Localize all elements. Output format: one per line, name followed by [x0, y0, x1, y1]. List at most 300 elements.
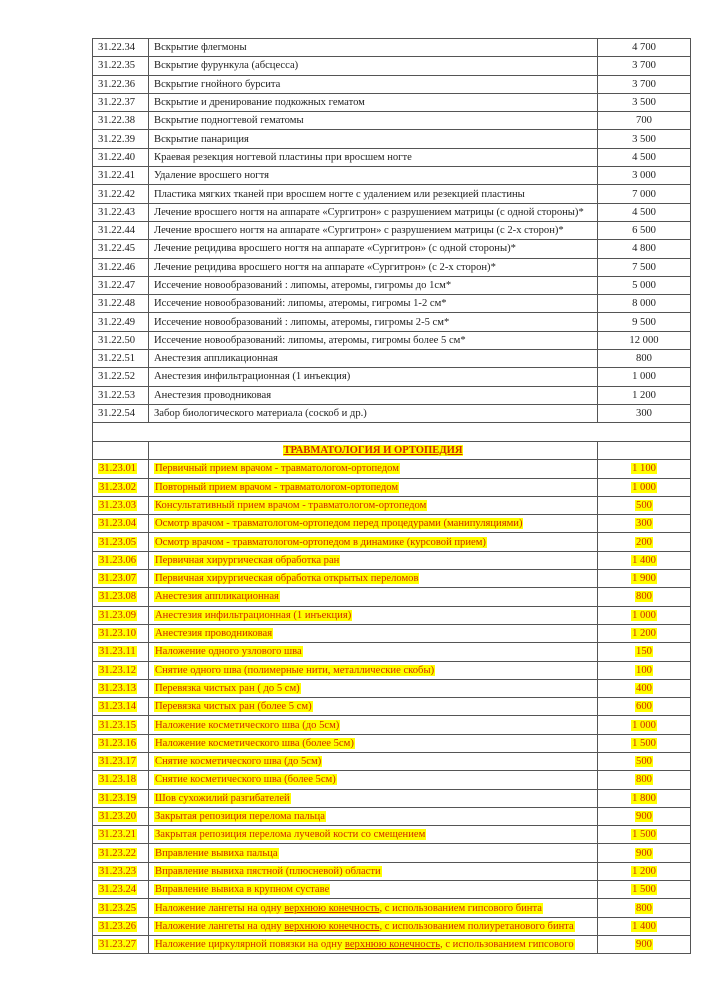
table-row	[93, 350, 691, 368]
table-row	[93, 240, 691, 258]
service-code-cell	[93, 75, 149, 93]
table-row	[93, 130, 691, 148]
service-code: 31.22.49	[98, 316, 136, 328]
section-price-empty-cell	[598, 441, 691, 460]
service-name: Краевая резекция ногтевой пластины при вросшем ногте	[154, 151, 412, 163]
service-price: 4 500	[632, 206, 656, 218]
service-name-cell	[149, 588, 598, 606]
service-name	[154, 939, 575, 950]
service-price-cell	[598, 679, 691, 697]
table-row	[93, 368, 691, 386]
service-price: 800	[636, 902, 652, 914]
service-name: Консультативный прием врачом - травматологом-ортопедом	[155, 499, 427, 511]
service-name: Снятие косметического шва (более 5см)	[155, 774, 336, 786]
service-price: 1 100	[632, 463, 656, 475]
service-name: Первичный прием врачом - травматологом-ортопедом	[155, 463, 399, 475]
service-code-cell	[93, 460, 149, 478]
service-name-cell	[149, 295, 598, 313]
service-price: 8 000	[632, 298, 656, 310]
service-code-cell	[93, 570, 149, 588]
service-code: 31.22.39	[98, 133, 136, 145]
service-name: Пластика мягких тканей при вросшем ногте с удалением или резекцией пластины	[154, 188, 525, 200]
service-code: 31.23.03	[99, 499, 137, 511]
service-name: Повторный прием врачом - травматологом-ортопедом	[155, 481, 399, 493]
service-name-cell	[149, 515, 598, 533]
service-code-cell	[93, 807, 149, 825]
table-row	[93, 533, 691, 551]
service-name-cell	[149, 752, 598, 770]
table-row	[93, 386, 691, 404]
section-title: ТРАВМАТОЛОГИЯ И ОРТОПЕДИЯ	[283, 444, 463, 456]
service-code: 31.23.25	[99, 902, 137, 914]
table-row	[93, 570, 691, 588]
service-code: 31.23.07	[99, 573, 137, 585]
service-code: 31.22.54	[98, 408, 136, 420]
table-row	[93, 148, 691, 166]
service-name-cell	[149, 862, 598, 880]
service-code: 31.22.34	[98, 42, 136, 54]
service-price-cell	[598, 386, 691, 404]
service-name: Иссечение новообразований: липомы, атеромы, гигромы 1-2 см*	[154, 298, 447, 310]
service-price: 900	[636, 939, 652, 951]
service-price-cell	[598, 167, 691, 185]
service-price: 800	[636, 591, 652, 603]
table-row	[93, 862, 691, 880]
service-name: Лечение рецидива вросшего ногтя на аппарате «Сургитрон» (с 2-х сторон)*	[154, 261, 496, 273]
service-code: 31.22.45	[98, 243, 136, 255]
service-price-cell	[598, 276, 691, 294]
service-price-cell	[598, 862, 691, 880]
service-code: 31.23.13	[99, 682, 137, 694]
service-code-cell	[93, 716, 149, 734]
service-price-cell	[598, 844, 691, 862]
service-name-part: Наложение лангеты на одну	[155, 902, 285, 914]
table-row	[93, 221, 691, 239]
service-name: Вскрытие гнойного бурсита	[154, 78, 281, 90]
table-row	[93, 295, 691, 313]
service-price: 1 000	[632, 371, 656, 383]
service-name: Лечение рецидива вросшего ногтя на аппарате «Сургитрон» (с одной стороны)*	[154, 243, 516, 255]
service-name: Иссечение новообразований : липомы, атеромы, гигромы до 1см*	[154, 280, 452, 291]
service-code: 31.23.01	[99, 463, 137, 475]
service-price-cell	[598, 112, 691, 130]
service-code: 31.23.11	[99, 646, 136, 658]
service-name-cell	[149, 478, 598, 496]
service-code-cell	[93, 752, 149, 770]
service-code-cell	[93, 551, 149, 569]
service-price-cell	[598, 39, 691, 57]
service-code-cell	[93, 935, 149, 953]
service-price: 900	[636, 847, 652, 859]
service-price: 500	[636, 499, 652, 511]
service-price-cell	[598, 643, 691, 661]
service-price: 1 000	[632, 719, 656, 731]
service-name-cell	[149, 533, 598, 551]
service-code: 31.23.21	[99, 829, 137, 841]
service-price-cell	[598, 899, 691, 917]
table-row	[93, 624, 691, 642]
service-name: Вправление вывиха пальца	[155, 847, 278, 859]
service-code-cell	[93, 917, 149, 935]
service-price-cell	[598, 258, 691, 276]
table-row	[93, 496, 691, 514]
service-price: 800	[636, 774, 652, 786]
service-price: 200	[636, 536, 652, 548]
service-price-cell	[598, 698, 691, 716]
service-code-cell	[93, 386, 149, 404]
service-name: Лечение вросшего ногтя на аппарате «Сургитрон» с разрушением матрицы (с 2-х сторон)*	[154, 225, 564, 237]
table-row	[93, 460, 691, 478]
service-name-cell	[149, 368, 598, 386]
service-price-cell	[598, 350, 691, 368]
service-price-cell	[598, 734, 691, 752]
service-code: 31.22.41	[98, 170, 136, 182]
service-code: 31.22.36	[98, 78, 136, 90]
service-price: 1 400	[632, 554, 656, 566]
service-price-cell	[598, 606, 691, 624]
service-name: Осмотр врачом - травматологом-ортопедом в динамике (курсовой прием)	[155, 536, 486, 548]
service-name-cell	[149, 606, 598, 624]
service-price: 4 500	[632, 151, 656, 163]
service-name-cell	[149, 661, 598, 679]
service-name: Первичная хирургическая обработка ран	[155, 554, 340, 566]
service-price-cell	[598, 240, 691, 258]
service-code: 31.22.50	[98, 334, 136, 346]
service-name: Вскрытие подногтевой гематомы	[154, 115, 304, 127]
service-price-cell	[598, 588, 691, 606]
service-price-cell	[598, 221, 691, 239]
service-name-cell	[149, 935, 598, 953]
service-name: Вскрытие фурункула (абсцесса)	[154, 60, 299, 72]
service-name-part: , с использованием гипсового бинта	[379, 902, 542, 914]
service-price: 1 400	[632, 920, 656, 932]
service-name-cell	[149, 221, 598, 239]
service-price: 700	[636, 115, 652, 127]
service-code: 31.23.14	[99, 701, 137, 713]
service-code: 31.23.04	[99, 518, 137, 530]
service-name-cell	[149, 807, 598, 825]
service-price: 600	[636, 701, 652, 713]
table-row	[93, 935, 691, 953]
service-price: 900	[636, 811, 652, 823]
table-row	[93, 57, 691, 75]
service-code-cell	[93, 478, 149, 496]
service-code: 31.22.37	[98, 97, 136, 109]
service-price-cell	[598, 771, 691, 789]
service-code-cell	[93, 734, 149, 752]
service-code: 31.22.51	[98, 353, 136, 365]
service-name-cell	[149, 240, 598, 258]
table-row	[93, 551, 691, 569]
service-code-cell	[93, 844, 149, 862]
service-price-cell	[598, 624, 691, 642]
service-code-cell	[93, 789, 149, 807]
service-code: 31.23.23	[99, 865, 137, 877]
service-code: 31.23.08	[99, 591, 137, 603]
service-price: 1 200	[632, 628, 656, 640]
service-code-cell	[93, 39, 149, 57]
table-row	[93, 752, 691, 770]
table-row	[93, 112, 691, 130]
service-code: 31.23.02	[99, 481, 137, 493]
service-name-cell	[149, 698, 598, 716]
service-price-cell	[598, 460, 691, 478]
service-code-cell	[93, 606, 149, 624]
service-name-cell	[149, 496, 598, 514]
service-price: 9 500	[632, 316, 656, 328]
service-price-cell	[598, 935, 691, 953]
service-code: 31.23.17	[99, 756, 137, 768]
service-price-cell	[598, 148, 691, 166]
service-name-cell	[149, 624, 598, 642]
service-name-cell	[149, 643, 598, 661]
service-name-cell	[149, 716, 598, 734]
table-row	[93, 807, 691, 825]
service-name-cell	[149, 276, 598, 294]
service-name-cell	[149, 789, 598, 807]
service-price: 3 700	[632, 78, 656, 90]
service-code: 31.23.15	[99, 719, 137, 731]
service-price-cell	[598, 478, 691, 496]
service-name-cell	[149, 881, 598, 899]
service-code: 31.22.48	[98, 298, 136, 310]
section-code-empty-cell	[93, 441, 149, 460]
service-price: 3 500	[632, 133, 656, 145]
service-price: 12 000	[629, 334, 659, 346]
service-code-cell	[93, 515, 149, 533]
service-code-cell	[93, 185, 149, 203]
service-name-cell	[149, 570, 598, 588]
service-name: Наложение косметического шва (более 5см)	[155, 737, 354, 749]
service-price-cell	[598, 75, 691, 93]
service-name: Вскрытие флегмоны	[154, 42, 247, 54]
service-code-cell	[93, 771, 149, 789]
service-code-cell	[93, 203, 149, 221]
service-code: 31.22.44	[98, 225, 136, 237]
service-code-cell	[93, 112, 149, 130]
service-code: 31.23.22	[99, 847, 137, 859]
service-name-cell	[149, 185, 598, 203]
service-price: 7 500	[632, 261, 656, 273]
service-code: 31.22.35	[98, 60, 136, 72]
service-code: 31.23.24	[99, 884, 137, 896]
service-price-cell	[598, 533, 691, 551]
service-name-cell	[149, 460, 598, 478]
service-name: Иссечение новообразований : липомы, атеромы, гигромы 2-5 см*	[154, 316, 450, 328]
section-header-row	[93, 441, 691, 460]
table-row	[93, 899, 691, 917]
service-code-cell	[93, 368, 149, 386]
service-price-cell	[598, 917, 691, 935]
table-row	[93, 93, 691, 111]
service-name-part: верхнюю конечность	[284, 920, 380, 932]
service-price-cell	[598, 789, 691, 807]
service-name-cell	[149, 130, 598, 148]
service-name: Закрытая репозиция перелома пальца	[155, 811, 325, 823]
service-code-cell	[93, 661, 149, 679]
service-price-cell	[598, 551, 691, 569]
service-code: 31.22.53	[98, 389, 136, 401]
service-price: 150	[636, 646, 652, 658]
service-code: 31.22.47	[98, 280, 136, 291]
service-code-cell	[93, 679, 149, 697]
service-name-cell	[149, 93, 598, 111]
service-price-cell	[598, 313, 691, 331]
service-price-cell	[598, 881, 691, 899]
service-name-cell	[149, 826, 598, 844]
service-code: 31.23.06	[99, 554, 137, 566]
service-code: 31.23.10	[99, 628, 137, 640]
service-price-cell	[598, 295, 691, 313]
service-price: 500	[636, 756, 652, 768]
service-price: 400	[636, 682, 652, 694]
service-name: Шов сухожилий разгибателей	[155, 792, 290, 804]
table-row	[93, 478, 691, 496]
service-code-cell	[93, 899, 149, 917]
service-price-cell	[598, 752, 691, 770]
service-code-cell	[93, 698, 149, 716]
service-price: 1 800	[632, 792, 656, 804]
service-price: 1 000	[632, 481, 656, 493]
service-price-cell	[598, 496, 691, 514]
service-name: Перевязка чистых ран ( до 5 см)	[155, 682, 300, 694]
service-price-cell	[598, 716, 691, 734]
blank-cell	[93, 423, 691, 442]
service-code: 31.23.27	[99, 939, 137, 951]
service-name-cell	[149, 75, 598, 93]
service-name-cell	[149, 404, 598, 422]
service-price: 3 500	[632, 97, 656, 109]
service-name	[154, 921, 575, 932]
table-row	[93, 588, 691, 606]
service-code-cell	[93, 258, 149, 276]
service-price-cell	[598, 93, 691, 111]
service-name: Наложение одного узлового шва	[155, 646, 302, 658]
service-name-cell	[149, 112, 598, 130]
service-name-part: верхнюю конечность	[344, 939, 441, 951]
service-name: Первичная хирургическая обработка открытых переломов	[155, 573, 419, 585]
service-price: 7 000	[632, 188, 656, 200]
service-price: 300	[636, 408, 652, 420]
service-code-cell	[93, 57, 149, 75]
service-name-cell	[149, 203, 598, 221]
table-row	[93, 789, 691, 807]
service-code-cell	[93, 167, 149, 185]
service-code-cell	[93, 331, 149, 349]
table-row	[93, 734, 691, 752]
table-row	[93, 679, 691, 697]
service-name-part: Наложение лангеты на одну	[155, 920, 285, 932]
service-code: 31.22.52	[98, 371, 136, 383]
service-code-cell	[93, 221, 149, 239]
service-name-cell	[149, 258, 598, 276]
service-name-cell	[149, 386, 598, 404]
table-row	[93, 258, 691, 276]
service-code-cell	[93, 148, 149, 166]
service-code-cell	[93, 350, 149, 368]
table-row	[93, 404, 691, 422]
service-name-cell	[149, 148, 598, 166]
blank-row	[93, 423, 691, 442]
service-name: Наложение косметического шва (до 5см)	[155, 719, 340, 731]
table-row	[93, 75, 691, 93]
service-name: Анестезия аппликационная	[155, 591, 279, 603]
service-code-cell	[93, 624, 149, 642]
service-name: Осмотр врачом - травматологом-ортопедом перед процедурами (манипуляциями)	[155, 518, 523, 530]
service-price-cell	[598, 661, 691, 679]
service-price-cell	[598, 404, 691, 422]
service-name-cell	[149, 57, 598, 75]
service-price: 1 200	[632, 865, 656, 877]
service-code-cell	[93, 643, 149, 661]
service-code: 31.22.46	[98, 261, 136, 273]
service-code: 31.23.19	[99, 792, 137, 804]
table-row	[93, 826, 691, 844]
service-price-cell	[598, 515, 691, 533]
service-name: Анестезия инфильтрационная (1 инъекция)	[154, 371, 351, 383]
table-row	[93, 643, 691, 661]
service-name-cell	[149, 350, 598, 368]
table-row	[93, 716, 691, 734]
service-price: 1 200	[632, 389, 656, 401]
service-price: 100	[636, 664, 652, 676]
table-row	[93, 313, 691, 331]
service-name: Анестезия аппликационная	[154, 353, 278, 365]
service-name-part: Наложение циркулярной повязки на одну	[155, 939, 345, 951]
service-name: Вскрытие панариция	[154, 133, 249, 145]
service-price: 1 500	[632, 884, 656, 896]
service-price: 6 500	[632, 225, 656, 237]
service-name-part: верхнюю конечность	[284, 902, 380, 914]
service-price: 4 700	[632, 42, 656, 54]
service-code-cell	[93, 93, 149, 111]
service-name: Иссечение новообразований: липомы, атеромы, гигромы более 5 см*	[154, 334, 466, 346]
service-name-cell	[149, 313, 598, 331]
service-price: 1 500	[632, 829, 656, 841]
service-code-cell	[93, 881, 149, 899]
service-code: 31.22.42	[98, 188, 136, 200]
service-price: 1 000	[632, 609, 656, 621]
service-name-cell	[149, 39, 598, 57]
service-code: 31.23.26	[99, 920, 137, 932]
service-price-cell	[598, 368, 691, 386]
table-row	[93, 185, 691, 203]
table-row	[93, 771, 691, 789]
service-name-cell	[149, 734, 598, 752]
service-code: 31.23.09	[99, 609, 137, 621]
service-price: 1 500	[632, 737, 656, 749]
service-price: 800	[636, 353, 652, 365]
service-name-cell	[149, 917, 598, 935]
service-code-cell	[93, 862, 149, 880]
service-name: Анестезия проводниковая	[155, 628, 273, 640]
service-code-cell	[93, 295, 149, 313]
service-code-cell	[93, 826, 149, 844]
service-name	[154, 903, 543, 914]
service-price-cell	[598, 331, 691, 349]
service-name: Снятие одного шва (полимерные нити, металлические скобы)	[155, 664, 435, 676]
service-name: Лечение вросшего ногтя на аппарате «Сургитрон» с разрушением матрицы (с одной стороны)*	[154, 206, 584, 218]
table-row	[93, 515, 691, 533]
service-code-cell	[93, 404, 149, 422]
service-code: 31.22.40	[98, 151, 136, 163]
price-list-body	[93, 39, 691, 954]
service-price-cell	[598, 130, 691, 148]
section-title-cell	[149, 441, 598, 460]
table-row	[93, 203, 691, 221]
service-price-cell	[598, 826, 691, 844]
service-price: 5 000	[632, 280, 656, 291]
